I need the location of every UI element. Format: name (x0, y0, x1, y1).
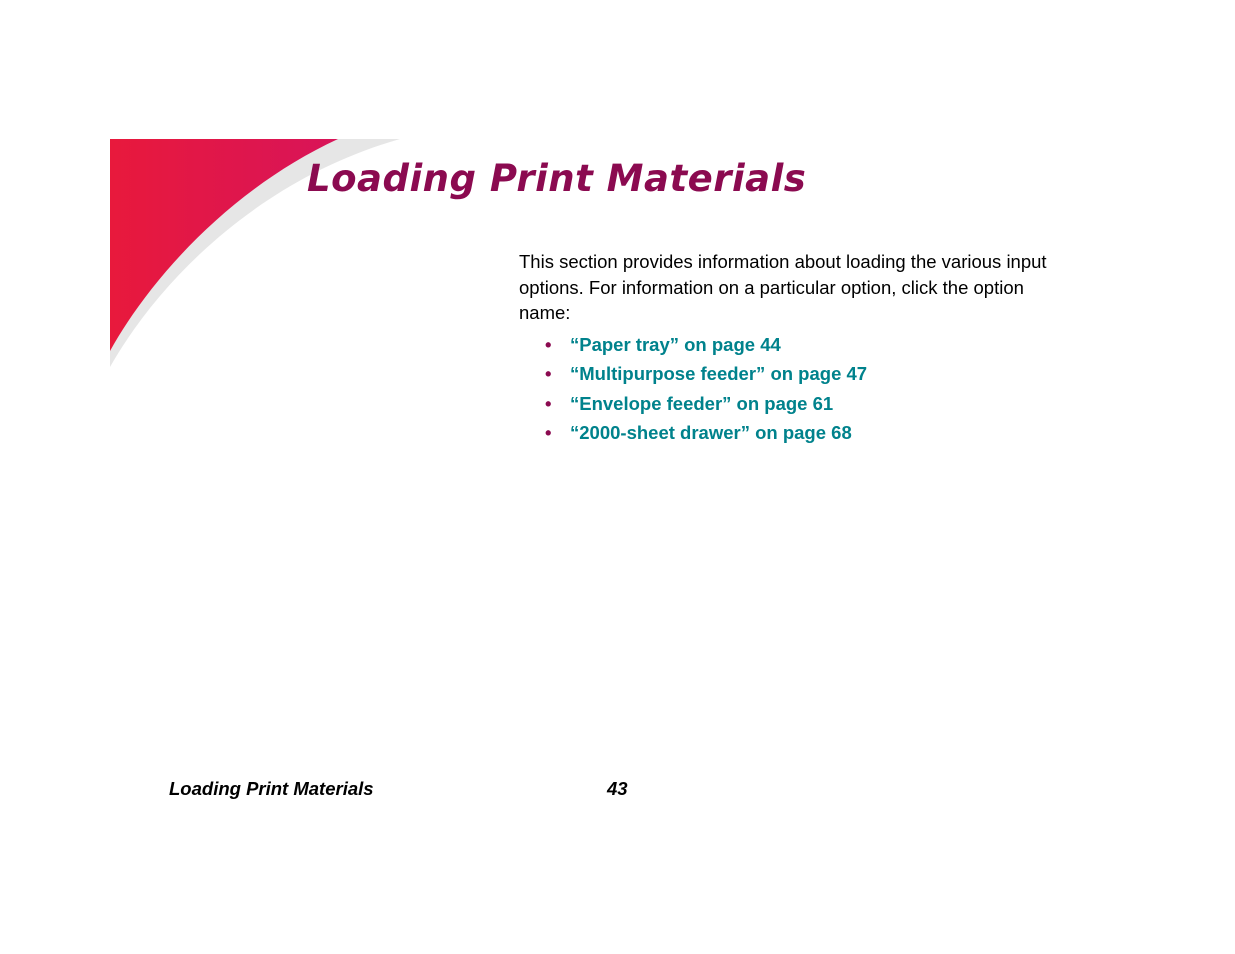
link-paper-tray[interactable]: “Paper tray” on page 44 (570, 334, 781, 355)
footer-section-title: Loading Print Materials (169, 778, 374, 799)
intro-paragraph: This section provides information about loading the various input options. For information on a particular option, click the option name: (519, 251, 1047, 323)
list-item (519, 334, 867, 363)
option-link-list (519, 334, 867, 451)
footer-page-number: 43 (607, 778, 628, 799)
link-multipurpose-feeder[interactable]: “Multipurpose feeder” on page 47 (570, 363, 868, 385)
bullet-icon: • (545, 363, 552, 385)
list-item (519, 363, 867, 392)
page-title: Loading Print Materials (307, 157, 807, 200)
bullet-icon: • (545, 392, 552, 414)
link-2000-sheet-drawer[interactable]: “2000-sheet drawer” on page 68 (570, 421, 852, 443)
bullet-icon: • (545, 421, 552, 443)
list-item (519, 422, 867, 451)
bullet-icon: • (545, 334, 552, 355)
link-envelope-feeder[interactable]: “Envelope feeder” on page 61 (570, 392, 834, 414)
list-item (519, 393, 867, 422)
